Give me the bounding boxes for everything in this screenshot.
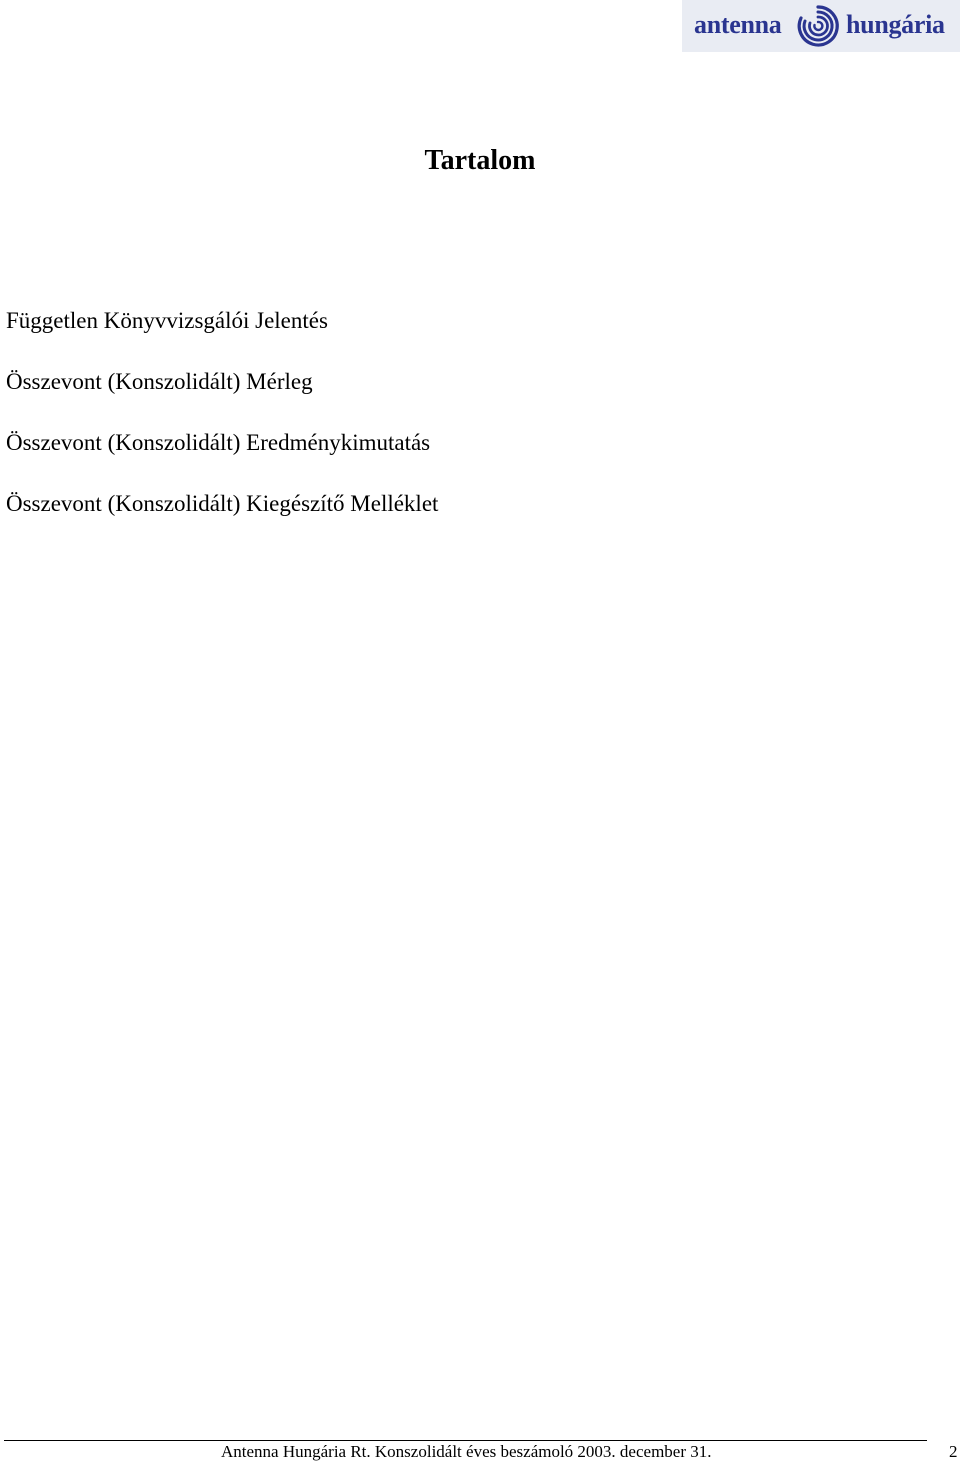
logo-text-right: hungária: [846, 10, 945, 39]
footer-text: Antenna Hungária Rt. Konszolidált éves beszámoló 2003. december 31.: [221, 1442, 712, 1461]
table-of-contents: [6, 305, 438, 549]
page-number: 2: [949, 1442, 958, 1461]
footer-divider: [4, 1440, 927, 1441]
logo-text-left: antenna: [694, 10, 782, 39]
logo-swirl-icon: [795, 3, 841, 49]
toc-item-income-statement: Összevont (Konszolidált) Eredménykimutatás: [6, 430, 431, 455]
toc-item-notes: Összevont (Konszolidált) Kiegészítő Melléklet: [6, 491, 439, 516]
company-logo: [682, 0, 960, 52]
toc-item-auditor-report: Független Könyvvizsgálói Jelentés: [6, 308, 328, 333]
page-title: Tartalom: [424, 145, 536, 176]
toc-item-balance-sheet: Összevont (Konszolidált) Mérleg: [6, 369, 313, 394]
